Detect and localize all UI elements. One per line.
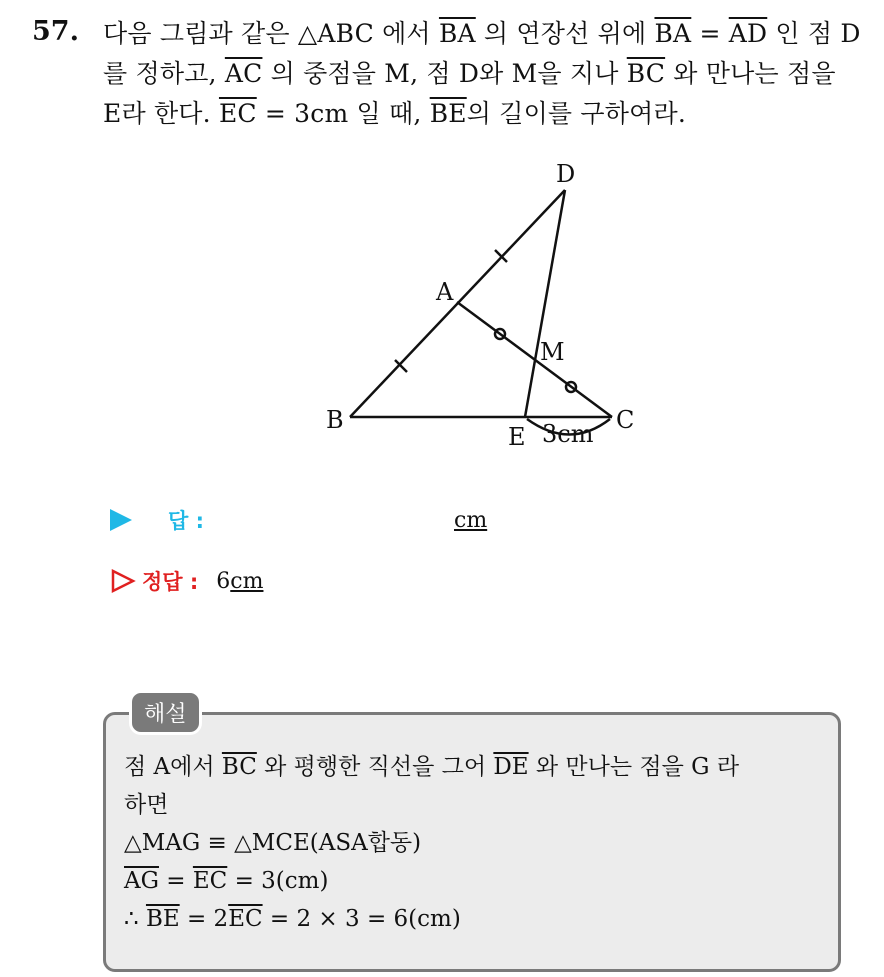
label-a: A [436,278,454,306]
explanation-line-2: 하면 [124,792,169,818]
label-m: M [540,338,565,366]
correct-answer-row [110,566,263,596]
explanation-text [124,748,834,938]
length-label-ec: 3cm [542,420,594,448]
play-arrow-icon [110,509,132,531]
correct-answer-unit: cm [230,568,264,594]
label-e: E [508,423,526,451]
question-line-2: 를 정하고, $\overline{AC}$ 의 중점을 M, 점 D와 M을 지나 $\overline{BC}$ 와 만나는 점을 [103,59,836,88]
segment-de [525,190,565,417]
question-text [103,14,873,134]
triangle-figure [320,150,650,460]
answer-unit: cm [454,507,488,533]
correct-answer-label: 정답 : [142,570,199,594]
answer-label: 답 : [168,509,204,533]
explanation-line-5: ∴ $\overline{BE} = 2\overline{EC} = 2 \times 3 = 6(cm)$ [124,906,461,932]
question-number: 57. [32,16,79,47]
label-d: D [556,160,576,188]
explanation-line-1: 점 A에서 $\overline{BC}$ 와 평행한 직선을 그어 $\overline{DE}$ 와 만나는 점을 G 라 [124,754,740,780]
question-line-1: 다음 그림과 같은 △ABC 에서 $\overline{BA}$ 의 연장선 위에 $\overline{BA} = \overline{AD}$ 인 점 D [103,19,861,48]
question-line-3: E라 한다. $\overline{EC} = 3cm$ 일 때, $\overline{BE}$의 길이를 구하여라. [103,99,686,128]
correct-answer-value: 6 [216,568,231,594]
explanation-tab: 해설 [129,690,202,735]
explanation-line-3: △MAG ≡ △MCE(ASA합동) [124,830,422,856]
label-c: C [616,406,635,434]
label-b: B [326,406,344,434]
answer-row [110,505,487,535]
triangle-diagram [320,150,650,460]
outline-arrow-icon [110,568,136,594]
explanation-line-4: $\overline{AG} = \overline{EC} = 3(cm)$ [124,868,329,894]
